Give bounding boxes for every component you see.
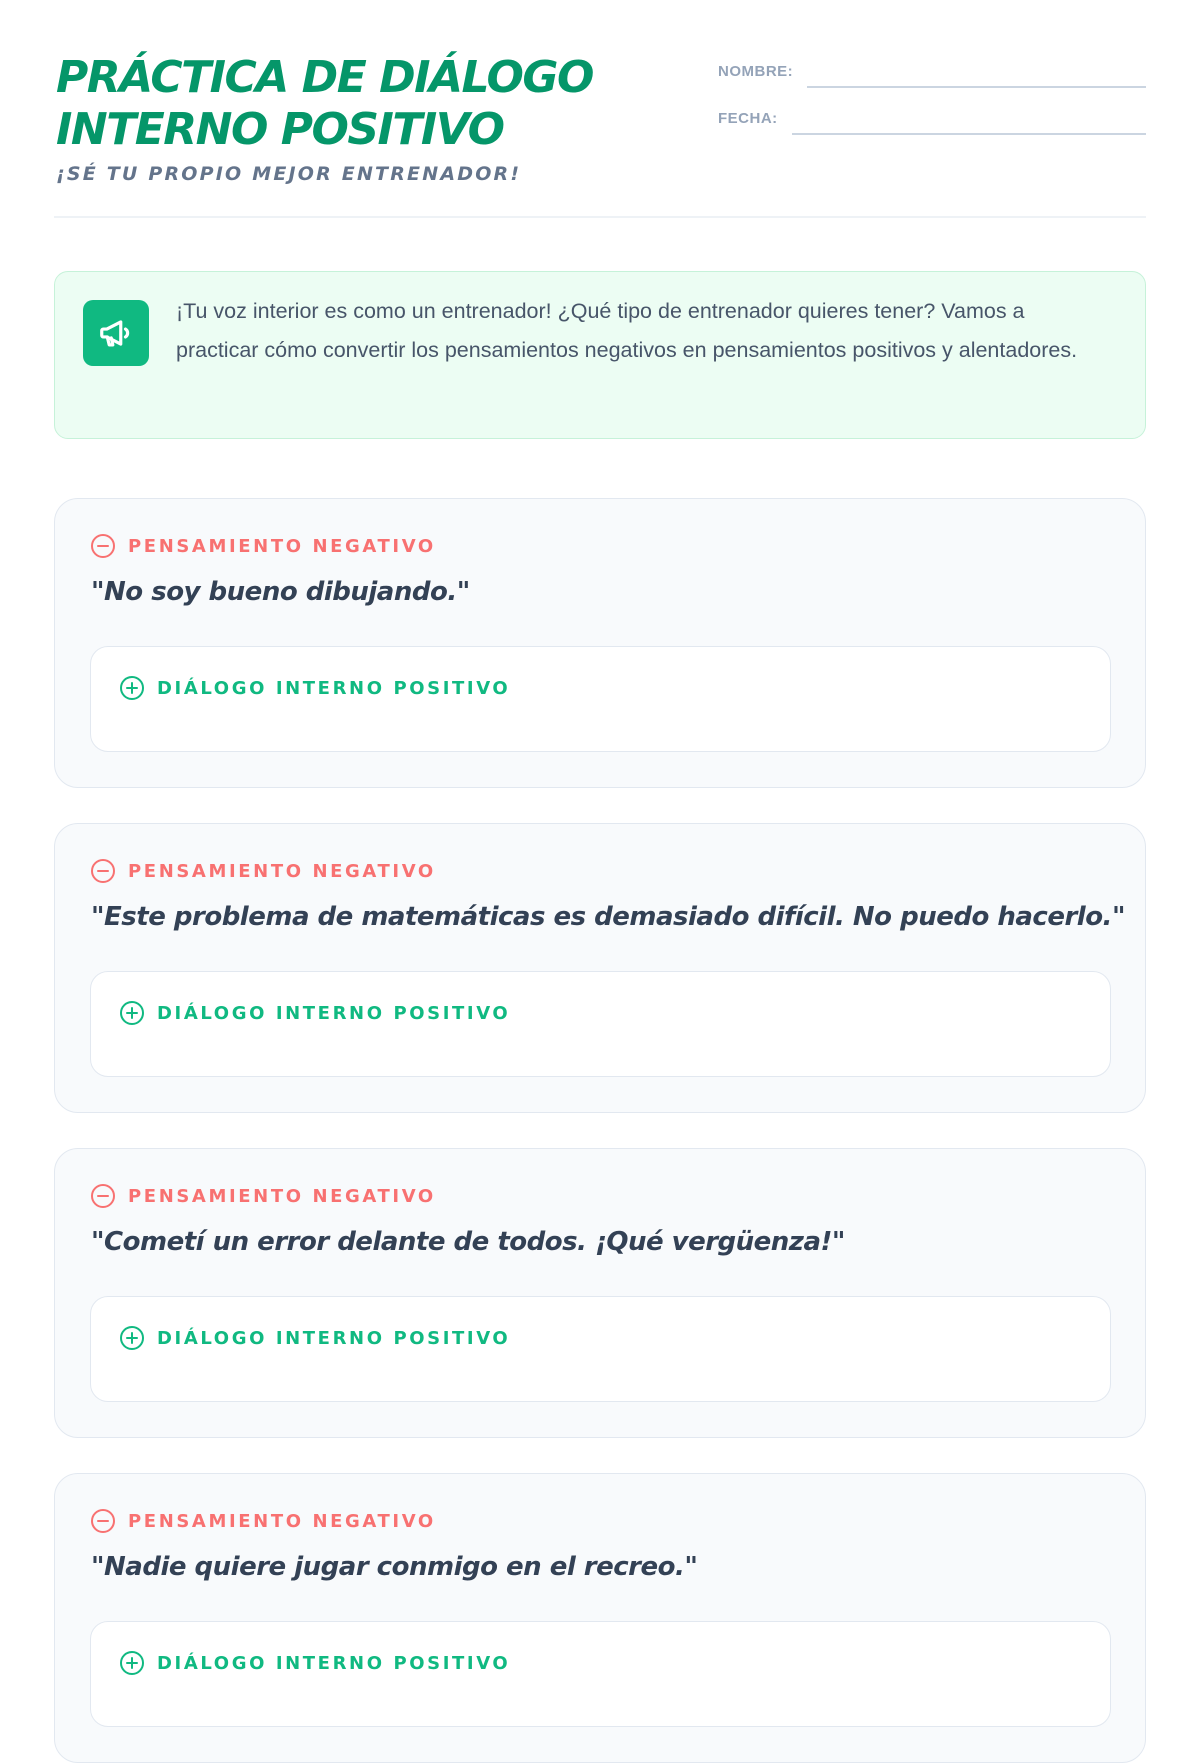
intro-box: [54, 271, 1146, 439]
negative-thought-label: [90, 533, 436, 559]
negative-thought-label: [90, 858, 436, 884]
exercise-card: [54, 823, 1146, 1113]
positive-self-talk-label: [119, 1325, 510, 1351]
page-title-line-2: INTERNO POSITIVO: [56, 104, 504, 155]
minus-circle-icon: [90, 1508, 116, 1534]
positive-self-talk-label: [119, 1000, 510, 1026]
positive-label-text: DIÁLOGO INTERNO POSITIVO: [157, 1002, 511, 1024]
name-field: [718, 58, 1146, 88]
negative-label-text: PENSAMIENTO NEGATIVO: [128, 1510, 436, 1532]
plus-circle-icon: [119, 1650, 145, 1676]
negative-thought-label: [90, 1183, 436, 1209]
plus-circle-icon: [119, 1000, 145, 1026]
negative-thought: "Nadie quiere jugar conmigo en el recreo.": [91, 1552, 698, 1582]
date-label: FECHA:: [718, 110, 778, 127]
positive-label-text: DIÁLOGO INTERNO POSITIVO: [157, 1652, 511, 1674]
negative-label-text: PENSAMIENTO NEGATIVO: [128, 860, 436, 882]
minus-circle-icon: [90, 533, 116, 559]
exercise-card: [54, 498, 1146, 788]
positive-label-text: DIÁLOGO INTERNO POSITIVO: [157, 677, 511, 699]
intro-text: ¡Tu voz interior es como un entrenador! ¿Qué tipo de entrenador quieres tener? Vamos a practicar cómo convertir los pensamientos negativos en pensamientos positivos y alentadores.: [176, 299, 1078, 362]
negative-thought: "Este problema de matemáticas es demasiado difícil. No puedo hacerlo.": [91, 902, 1125, 932]
minus-circle-icon: [90, 858, 116, 884]
positive-self-talk-label: [119, 1650, 510, 1676]
negative-label-text: PENSAMIENTO NEGATIVO: [128, 535, 436, 557]
exercise-card: [54, 1473, 1146, 1763]
positive-self-talk-answer-box[interactable]: [90, 1621, 1111, 1727]
positive-self-talk-answer-box[interactable]: [90, 971, 1111, 1077]
positive-label-text: DIÁLOGO INTERNO POSITIVO: [157, 1327, 511, 1349]
title-block: [56, 52, 593, 185]
positive-self-talk-label: [119, 675, 510, 701]
plus-circle-icon: [119, 1325, 145, 1351]
worksheet-header: [54, 0, 1146, 218]
student-fields: [718, 58, 1146, 152]
megaphone-icon: [83, 300, 149, 366]
negative-thought-label: [90, 1508, 436, 1534]
negative-thought: "No soy bueno dibujando.": [91, 577, 470, 607]
exercise-card: [54, 1148, 1146, 1438]
page-title-line-1: PRÁCTICA DE DIÁLOGO: [56, 52, 593, 103]
date-input-line[interactable]: [792, 105, 1146, 135]
page-subtitle: ¡SÉ TU PROPIO MEJOR ENTRENADOR!: [56, 163, 522, 185]
positive-self-talk-answer-box[interactable]: [90, 1296, 1111, 1402]
name-input-line[interactable]: [807, 58, 1146, 88]
minus-circle-icon: [90, 1183, 116, 1209]
negative-thought: "Cometí un error delante de todos. ¡Qué vergüenza!": [91, 1227, 845, 1257]
plus-circle-icon: [119, 675, 145, 701]
date-field: [718, 105, 1146, 135]
positive-self-talk-answer-box[interactable]: [90, 646, 1111, 752]
name-label: NOMBRE:: [718, 63, 794, 80]
negative-label-text: PENSAMIENTO NEGATIVO: [128, 1185, 436, 1207]
